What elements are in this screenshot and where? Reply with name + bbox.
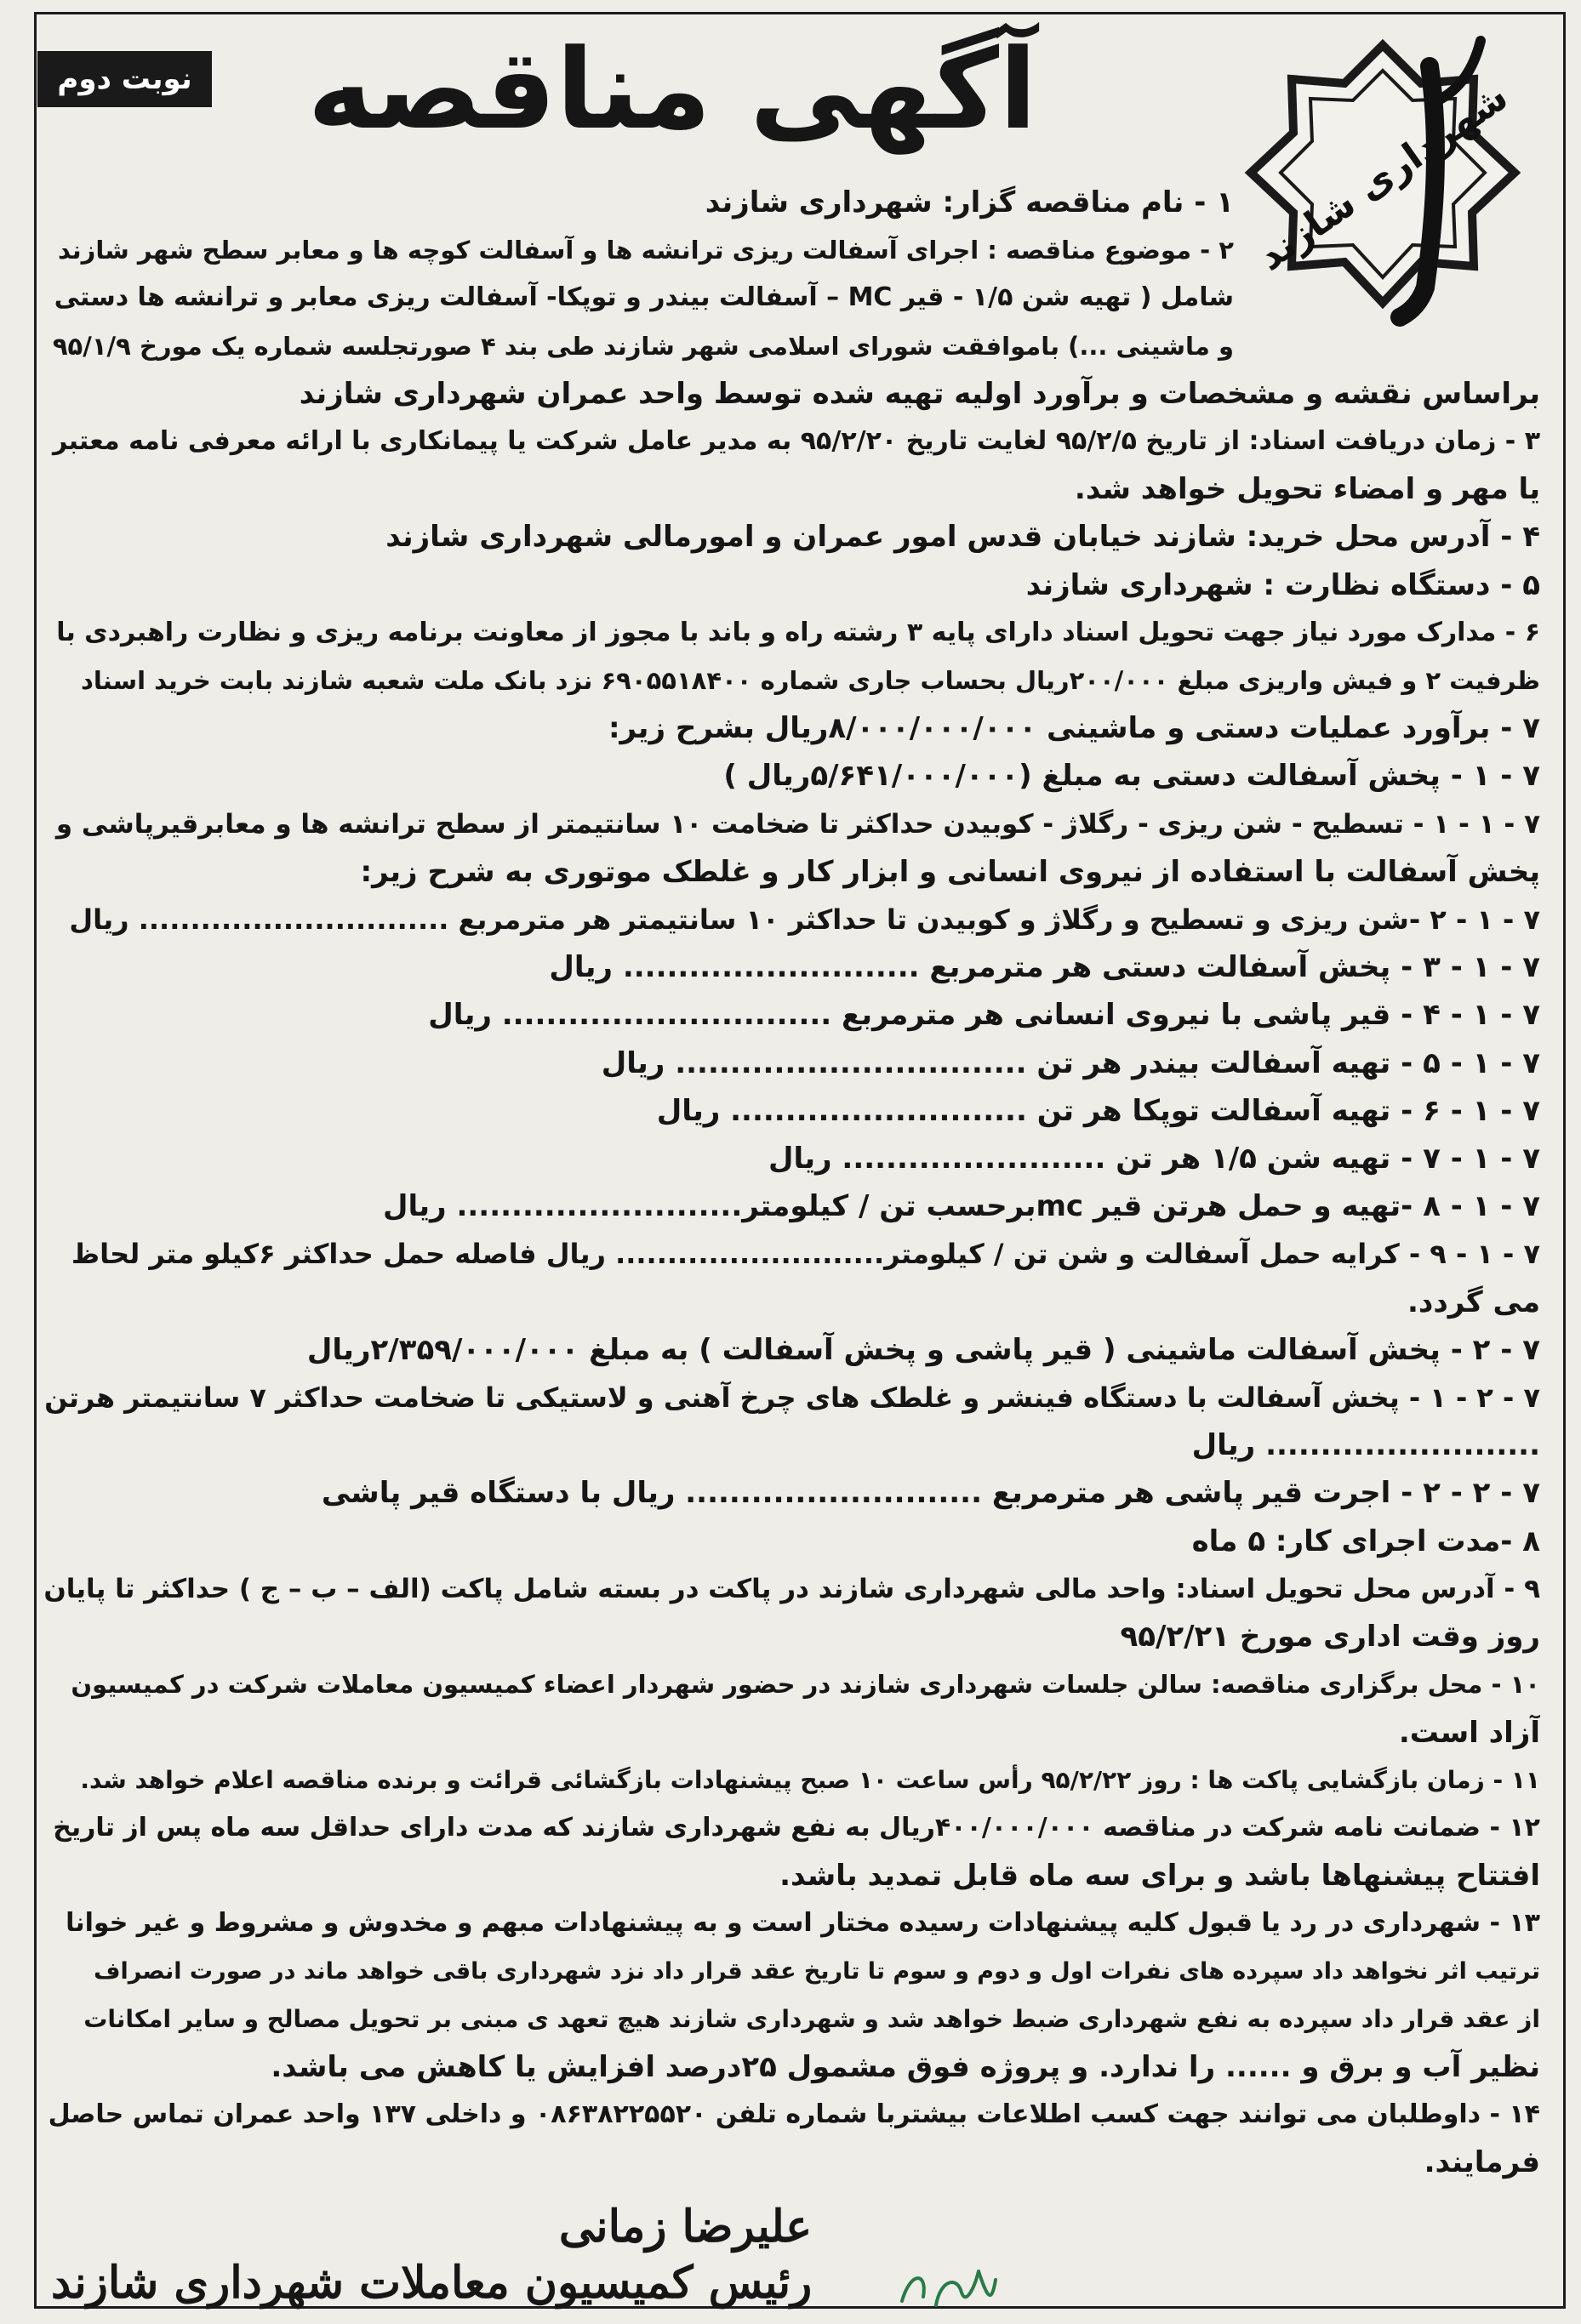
ad-text-line: آزاد است. [1398,1715,1540,1750]
ad-text-line: ۷ - ۱ - ۲ -شن ریزی و تسطیح و رگلاژ و کوبیدن تا حداکثر ۱۰ سانتیمتر هر مترمربع .............................. ریال [69,903,1540,937]
ad-text-line: ۱۰ - محل برگزاری مناقصه: سالن جلسات شهرداری شازند در حضور شهردار اعضاء کمیسیون معاملات شرکت در کمیسیون [71,1670,1540,1700]
svg-text:شهرداری شازند: شهرداری شازند [1250,75,1516,280]
ad-text-line: ۴ - آدرس محل خرید: شازند خیابان قدس امور عمران و امورمالی شهرداری شازند [385,520,1540,555]
ad-text-line: ۶ - مدارک مورد نیاز جهت تحویل اسناد دارای پایه ۳ رشته راه و باند با مجوز از معاونت برنامه ریزی و نظارت راهبردی با [56,617,1540,647]
ad-text-line: ۷ - ۱ - ۷ - تهیه شن ۱/۵ هر تن ........................ ریال [768,1142,1540,1176]
ad-text-line: ۷ - ۱ - ۶ - تهیه آسفالت توپکا هر تن ........................... ریال [656,1093,1540,1128]
ad-text-line: فرمایند. [1424,2145,1540,2180]
ad-text-line: روز وقت اداری مورخ ۹۵/۲/۲۱ [1120,1620,1540,1655]
ad-text-line: ظرفیت ۲ و فیش واریزی مبلغ ۲۰۰/۰۰۰ریال بحساب جاری شماره ۶۹۰۵۵۱۸۴۰۰ نزد بانک ملت شعبه شازند بابت خرید اسناد [80,666,1540,696]
ad-text-line: افتتاح پیشنهاها باشد و برای سه ماه قابل تمدید باشد. [779,1859,1540,1894]
ad-text-line: ۷ - ۲ - ۱ - پخش آسفالت با دستگاه فینشر و غلطک های چرخ آهنی و لاستیکی تا ضخامت حداکثر ۷ سانتیمتر هرتن [44,1381,1540,1415]
ad-text-line: ۷ - ۱ - پخش آسفالت دستی به مبلغ (۵/۶۴۱/۰۰۰/۰۰۰ریال ) [723,759,1540,794]
ad-text-line: ......................... ریال [1191,1428,1540,1463]
ad-text-line: پخش آسفالت با استفاده از نیروی انسانی و ابزار کار و غلطک موتوری به شرح زیر: [360,854,1540,889]
ad-text-line: می گردد. [1407,1284,1540,1319]
ad-text-line: ۱۴ - داوطلبان می توانند جهت کسب اطلاعات بیشتربا شماره تلفن ۰۸۶۳۸۲۲۵۵۲۰ و داخلی ۱۳۷ واحد عمران تماس حاصل [48,2099,1540,2130]
handwritten-number [893,2254,1004,2321]
ad-text-line: ۲ - موضوع مناقصه : اجرای آسفالت ریزی ترانشه ها و آسفالت کوچه ها و معابر سطح شهر شازند [58,236,1234,265]
ad-text-line: ۱ - نام مناقصه گزار: شهرداری شازند [705,185,1234,219]
ad-body [43,179,1540,2187]
signatory-position: رئیس کمیسیون معاملات شهرداری شازند [51,2257,813,2309]
ad-text-line: ۷ - ۱ - ۳ - پخش آسفالت دستی هر مترمربع ........................... ریال [549,950,1540,985]
ad-text-line: نظیر آب و برق و ...... را ندارد. و پروژه فوق مشمول ۲۵درصد افزایش یا کاهش می باشد. [271,2049,1540,2084]
ad-text-line: ترتیب اثر نخواهد داد سپرده های نفرات اول و دوم و سوم تا تاریخ عقد قرار داد نزد شهرداری باقی خواهد ماند در صورت انصراف [94,1957,1540,1985]
ad-text-line: ۷ - ۲ - ۲ - اجرت قیر پاشی هر مترمربع ........................... ریال با دستگاه قیر پاشی [321,1476,1540,1511]
ad-text-line: شامل ( تهیه شن ۱/۵ - قیر MC – آسفالت بیندر و توپکا- آسفالت ریزی معابر و ترانشه ها دستی [54,282,1234,313]
ad-text-line: ۷ - ۱ - ۴ - قیر پاشی با نیروی انسانی هر مترمربع .............................. ریال [428,998,1540,1033]
ad-text-line: ۱۱ - زمان بازگشایی پاکت ها : روز ۹۵/۲/۲۲ رأس ساعت ۱۰ صبح پیشنهادات بازگشائی قرائت و برنده مناقصه اعلام خواهد شد. [80,1765,1540,1794]
ad-text-line: ۷ - ۱ - ۸ -تهیه و حمل هرتن قیر mcبرحسب تن / کیلومتر.......................... ریال [383,1189,1540,1224]
ad-text-line: ۹ - آدرس محل تحویل اسناد: واحد مالی شهرداری شازند در پاکت در بسته شامل پاکت (الف – ب – ج ) حداکثر تا پایان [43,1573,1540,1604]
ad-text-line: ۸ -مدت اجرای کار: ۵ ماه [1191,1524,1540,1558]
ad-text-line: ۷ - ۱ - ۹ - کرایه حمل آسفالت و شن تن / کیلومتر.......................... ریال فاصله حمل حداکثر ۶کیلو متر لحاظ [71,1238,1540,1271]
ad-text-line: ۱۳ - شهرداری در رد یا قبول کلیه پیشنهادات رسیده مختار است و به پیشنهادات مبهم و مخدوش و مشروط و غیر خوانا [66,1908,1540,1939]
ad-text-line: ۱۲ - ضمانت نامه شرکت در مناقصه ۴۰۰/۰۰۰/۰۰۰ریال به نفع شهرداری شازند که مدت دارای حداقل سه ماه پس از تاریخ [53,1812,1540,1843]
ad-text-line: از عقد قرار داد سپرده به نفع شهرداری ضبط خواهد شد و شهرداری شازند هیچ تعهد ی مبنی بر تحویل مصالح و سایر امکانات [83,2004,1540,2033]
edition-badge: نوبت دوم [37,51,212,107]
handwritten-number-text: ۴۲۹ [923,2270,974,2304]
ad-text-line: ۷ - ۱ - ۱ - تسطیح - شن ریزی - رگلاژ - کوبیدن حداکثر تا ضخامت ۱۰ سانتیمتر از سطح ترانشه ها و معابرقیرپاشی و [55,808,1540,840]
signatory-name: علیرضا زمانی [558,2201,813,2253]
ad-text-line: براساس نقشه و مشخصات و برآورد اولیه تهیه شده توسط واحد عمران شهرداری شازند [299,376,1540,411]
signature-block [51,2199,812,2311]
ad-text-line: ۷ - ۱ - ۵ - تهیه آسفالت بیندر هر تن ................................ ریال [601,1045,1540,1080]
ad-title: آگهی مناقصه [307,25,1037,154]
ad-text-line: ۳ - زمان دریافت اسناد: از تاریخ ۹۵/۲/۵ لغایت تاریخ ۹۵/۲/۲۰ به مدیر عامل شرکت یا پیمانکاری با ارائه معرفی نامه معتبر [52,426,1540,457]
ad-text-line: ۷ - برآورد عملیات دستی و ماشینی ۸/۰۰۰/۰۰۰/۰۰۰ریال بشرح زیر: [608,711,1540,746]
ad-text-line: ۷ - ۲ - پخش آسفالت ماشینی ( قیر پاشی و پخش آسفالت ) به مبلغ ۲/۳۵۹/۰۰۰/۰۰۰ریال [306,1332,1540,1367]
ad-text-line: و ماشینی ...) باموافقت شورای اسلامی شهر شازند طی بند ۴ صورتجلسه شماره یک مورخ ۹۵/۱/۹ [52,331,1234,361]
ad-text-line: ۵ - دستگاه نظارت : شهرداری شازند [1025,567,1540,602]
ad-text-line: یا مهر و امضاء تحویل خواهد شد. [1074,472,1540,507]
